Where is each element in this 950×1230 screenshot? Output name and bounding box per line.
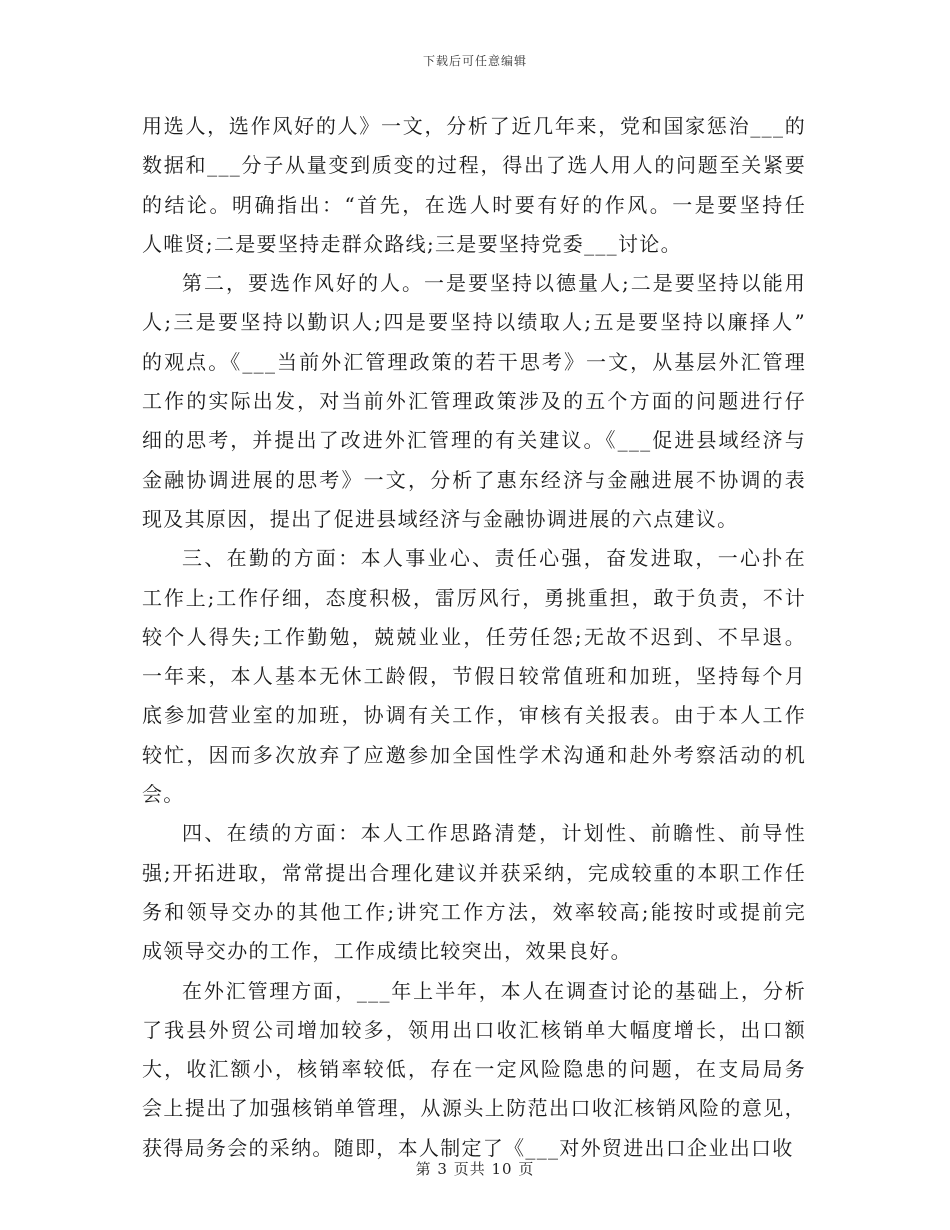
text-line: 在外汇管理方面，___年上半年，本人在调查讨论的基础上，分析 <box>182 978 806 1003</box>
text-line: 较个人得失;工作勤勉，兢兢业业，任劳任怨;无故不迟到、不早退。 <box>142 624 806 649</box>
text-line: 的结论。明确指出：“首先，在选人时要有好的作风。一是要坚持任 <box>142 192 806 217</box>
text-line: 了我县外贸公司增加较多，领用出口收汇核销单大幅度增长，出口额 <box>142 1017 806 1042</box>
text-line: 金融协调进展的思考》一文，分析了惠东经济与金融进展不协调的表 <box>142 467 806 492</box>
text-line: 成领导交办的工作，工作成绩比较突出，效果良好。 <box>142 939 632 964</box>
paragraph <box>142 539 806 814</box>
text-line: 较忙，因而多次放弃了应邀参加全国性学术沟通和赴外考察活动的机 <box>142 742 806 767</box>
text-line: 会。 <box>142 782 185 807</box>
text-line: 数据和___分子从量变到质变的过程，得出了选人用人的问题至关紧要 <box>142 153 806 178</box>
text-line: 底参加营业室的加班，协调有关工作，审核有关报表。由于本人工作 <box>142 703 806 728</box>
paragraph <box>142 972 806 1168</box>
paragraph <box>142 107 806 264</box>
paragraph <box>142 814 806 971</box>
text-line: 会上提出了加强核销单管理，从源头上防范出口收汇核销风险的意见， <box>142 1096 806 1121</box>
document-body <box>142 107 806 1168</box>
text-line: 的观点。《___当前外汇管理政策的若干思考》一文，从基层外汇管理 <box>142 349 806 374</box>
text-line: 工作的实际出发，对当前外汇管理政策涉及的五个方面的问题进行仔 <box>142 389 806 414</box>
text-line: 人唯贤;二是要坚持走群众路线;三是要坚持党委___讨论。 <box>142 231 682 256</box>
text-line: 三、在勤的方面：本人事业心、责任心强，奋发进取，一心扑在 <box>182 546 806 571</box>
text-line: 人;三是要坚持以勤识人;四是要坚持以绩取人;五是要坚持以廉择人” <box>142 310 806 335</box>
text-line: 务和领导交办的其他工作;讲究工作方法，效率较高;能按时或提前完 <box>142 899 806 924</box>
text-line: 工作上;工作仔细，态度积极，雷厉风行，勇挑重担，敢于负责，不计 <box>142 585 806 610</box>
text-line: 细的思考，并提出了改进外汇管理的有关建议。《___促进县域经济与 <box>142 428 806 453</box>
text-line: 强;开拓进取，常常提出合理化建议并获采纳，完成较重的本职工作任 <box>142 860 806 885</box>
text-line: 大，收汇额小，核销率较低，存在一定风险隐患的问题，在支局局务 <box>142 1057 806 1082</box>
paragraph <box>142 264 806 539</box>
text-line: 四、在绩的方面：本人工作思路清楚，计划性、前瞻性、前导性 <box>182 821 806 846</box>
page-footer-page-number: 第 3 页共 10 页 <box>415 1160 535 1178</box>
page-header-note: 下载后可任意编辑 <box>422 54 527 68</box>
text-line: 用选人，选作风好的人》一文，分析了近几年来，党和国家惩治___的 <box>142 114 806 138</box>
text-line: 一年来，本人基本无休工龄假，节假日较常值班和加班，坚持每个月 <box>142 664 806 689</box>
text-line: 第二，要选作风好的人。一是要坚持以德量人;二是要坚持以能用 <box>182 271 806 296</box>
text-line: 现及其原因，提出了促进县域经济与金融协调进展的六点建议。 <box>142 506 739 531</box>
text-line: 获得局务会的采纳。随即，本人制定了《___对外贸进出口企业出口收 <box>142 1135 794 1160</box>
